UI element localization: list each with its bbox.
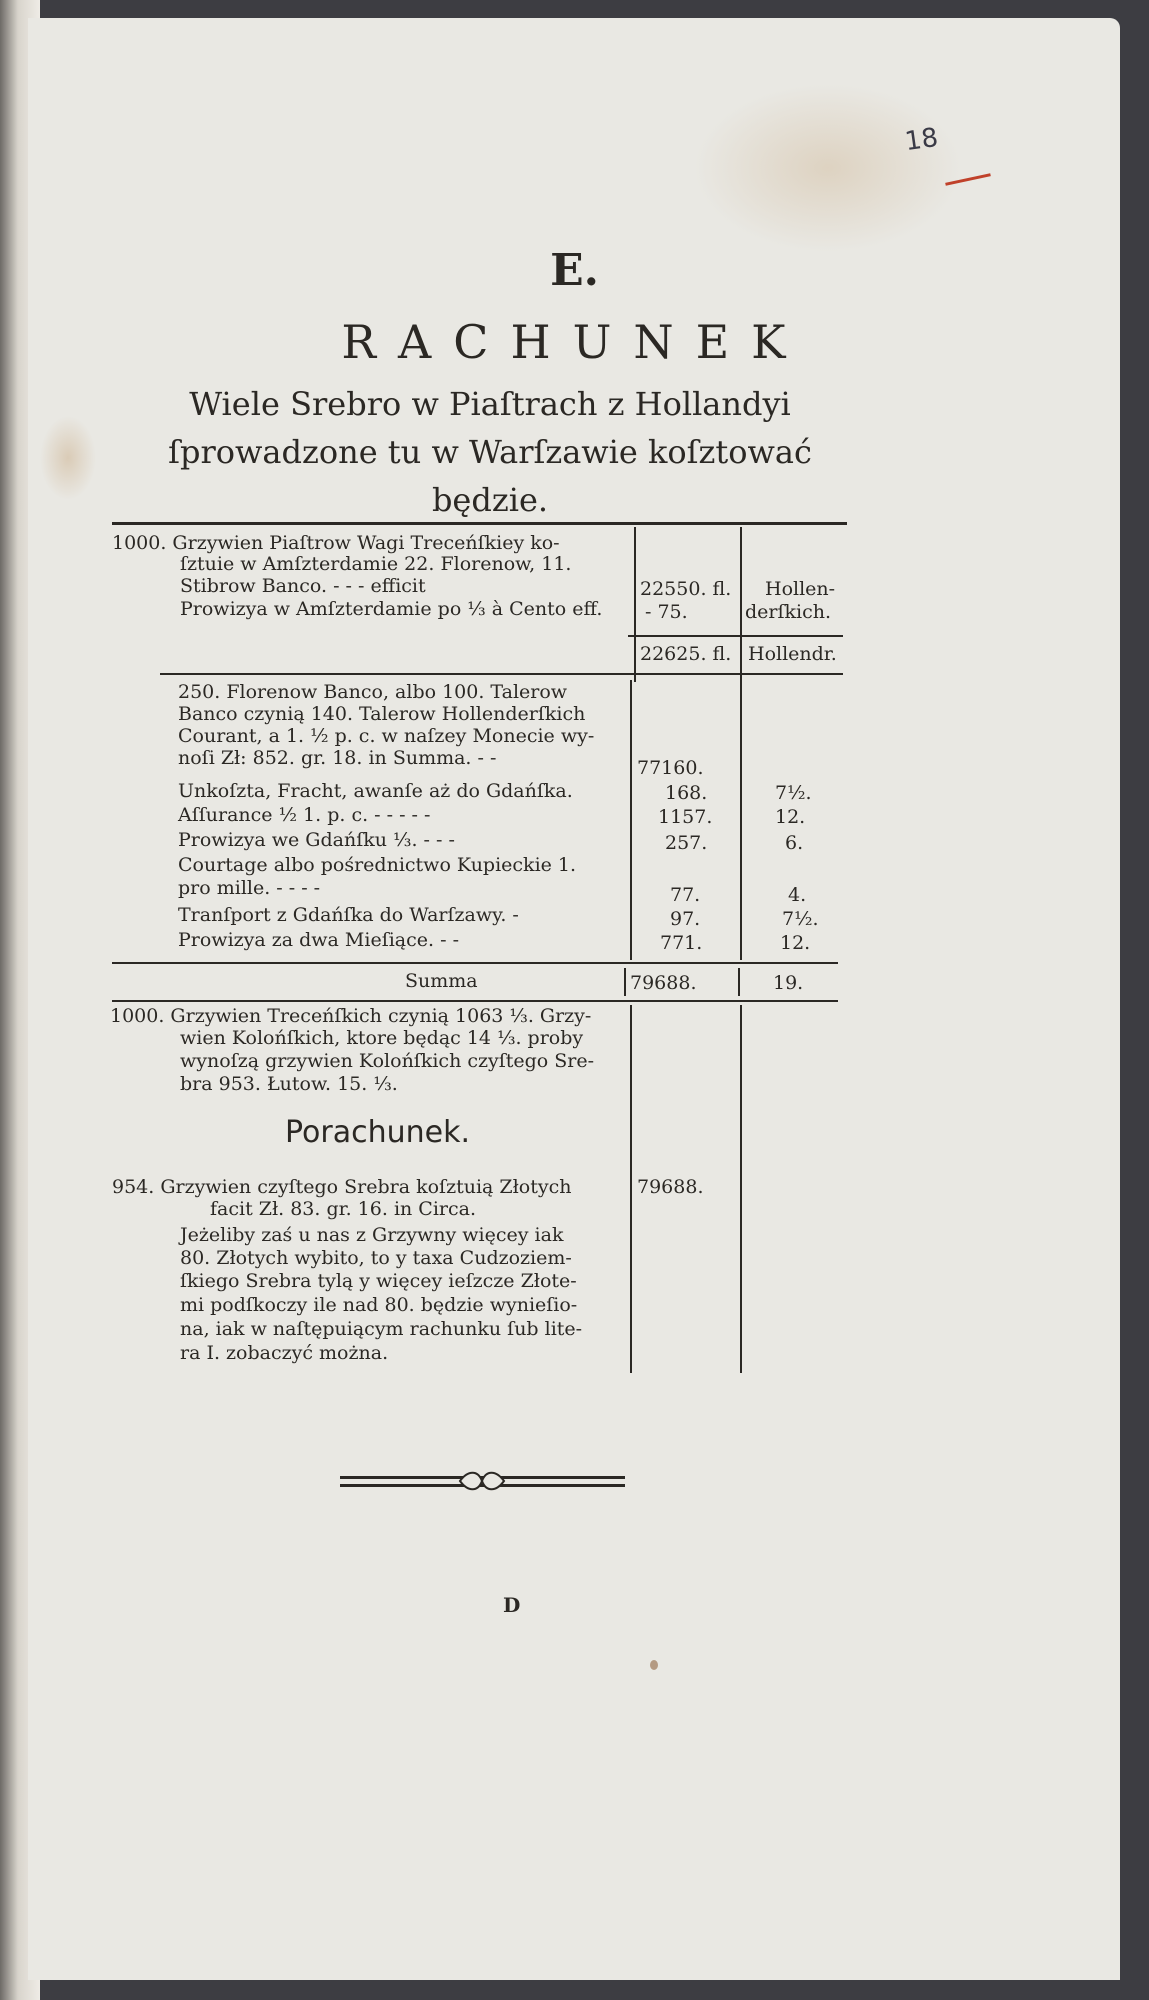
porachunek-amount: 79688.	[637, 1176, 704, 1198]
entry-line: Banco czynią 140. Talerow Hollenderſkich	[178, 703, 586, 725]
conversion-line: wynoſzą grzywien Kolońſkich czyſtego Sre-	[180, 1050, 595, 1072]
entry-cents: 7½.	[775, 782, 812, 804]
entry-unit: Hollen-	[765, 578, 836, 600]
entry-amount: - 75.	[645, 601, 688, 623]
entry-amount: 77.	[670, 884, 701, 906]
entry-line: ſztuie w Amſzterdamie 22. Florenow, 11.	[180, 553, 572, 575]
entry-line: Tranſport z Gdańſka do Warſzawy. -	[178, 904, 519, 926]
entry-line: Unkoſzta, Fracht, awanſe aż do Gdańſka.	[178, 780, 573, 802]
column-rule-amount-middle	[630, 680, 632, 960]
column-rule-amount-lower	[630, 1005, 632, 1373]
entry-amount: 77160.	[637, 757, 704, 779]
porachunek-line: facit Zł. 83. gr. 16. in Circa.	[210, 1198, 476, 1220]
entry-line: Courant, a 1. ½ p. c. w naſzey Monecie wy-	[178, 725, 595, 747]
entry-amount: 257.	[665, 832, 708, 854]
porachunek-line: mi podſkoczy ile nad 80. będzie wynieſio-	[180, 1294, 578, 1316]
entry-unit: derſkich.	[745, 601, 832, 623]
subtotal-amount: 22625. fl.	[640, 643, 732, 665]
entry-cents: 6.	[785, 832, 804, 854]
subtotal-rule	[628, 635, 843, 637]
subtotal-unit: Hollendr.	[748, 643, 837, 665]
entry-line: Prowizya za dwa Mieſiące. - -	[178, 929, 459, 951]
entry-line: 250. Florenow Banco, albo 100. Talerow	[178, 681, 568, 703]
porachunek-heading: Porachunek.	[285, 1115, 470, 1150]
entry-amount: 168.	[665, 782, 708, 804]
summa-cents: 19.	[773, 972, 804, 994]
entry-line: Prowizya we Gdańſku ⅓. - - -	[178, 829, 455, 851]
entry-line: pro mille. - - - -	[178, 877, 321, 899]
entry-line: Stibrow Banco. - - - efficit	[180, 575, 426, 597]
entry-line: Courtage albo pośrednictwo Kupieckie 1.	[178, 854, 577, 876]
entry-amount: 97.	[670, 908, 701, 930]
column-rule-cents-middle	[740, 680, 742, 960]
foxing-spot	[650, 1660, 658, 1670]
entry-cents: 12.	[780, 932, 811, 954]
summa-separator	[624, 968, 626, 996]
conversion-line: wien Kolońſkich, ktore będąc 14 ⅓. proby	[180, 1027, 584, 1049]
porachunek-line: Jeżeliby zaś u nas z Grzywny więcey iak	[180, 1224, 564, 1246]
page-paper	[28, 18, 1120, 1980]
entry-amount: 22550. fl.	[640, 578, 732, 600]
ornamental-rule	[340, 1470, 625, 1494]
porachunek-line: ſkiego Srebra tylą y więcey ieſzcze Złote-	[180, 1270, 577, 1292]
column-rule-unit-upper	[740, 527, 742, 682]
entry-cents: 12.	[775, 806, 806, 828]
entry-line: Aſſurance ½ 1. p. c. - - - - -	[178, 804, 431, 826]
summa-top-rule	[112, 962, 838, 964]
signature-mark: D	[503, 1593, 521, 1617]
page-subtitle: Wiele Srebro w Piaſtrach z Hollandyi ſprowadzone tu w Warſzawie koſztować będzie.	[168, 385, 812, 519]
appendix-letter: E.	[550, 245, 599, 296]
foliation-number: 18	[903, 122, 941, 158]
porachunek-line: 954. Grzywien czyſtego Srebra koſztuią Złotych	[112, 1176, 572, 1198]
conversion-line: bra 953. Łutow. 15. ⅓.	[180, 1073, 398, 1095]
entry-amount: 771.	[660, 932, 703, 954]
page-title: RACHUNEK	[341, 315, 808, 369]
summa-separator	[738, 968, 740, 996]
summa-label: Summa	[405, 970, 478, 992]
table-top-rule	[112, 522, 847, 525]
porachunek-line: na, iak w naſtępuiącym rachunku ſub lite-	[180, 1318, 583, 1340]
entry-line: noſi Zł: 852. gr. 18. in Summa. - -	[178, 747, 497, 769]
entry-amount: 1157.	[658, 806, 713, 828]
summa-bottom-rule	[112, 1000, 838, 1002]
entry-line: 1000. Grzywien Piaſtrow Wagi Treceńſkiey ko-	[112, 532, 560, 554]
conversion-line: 1000. Grzywien Treceńſkich czynią 1063 ⅓. Grzy-	[110, 1005, 592, 1027]
porachunek-line: ra I. zobaczyć można.	[180, 1342, 389, 1364]
porachunek-line: 80. Złotych wybito, to y taxa Cudzoziem-	[180, 1247, 572, 1269]
entry-cents: 4.	[788, 884, 807, 906]
entry-cents: 7½.	[782, 908, 819, 930]
column-rule-amount-upper	[634, 527, 636, 682]
column-rule-cents-lower	[740, 1005, 742, 1373]
summa-amount: 79688.	[630, 972, 697, 994]
entry-line: Prowizya w Amſzterdamie po ⅓ à Cento eff.	[180, 598, 603, 620]
